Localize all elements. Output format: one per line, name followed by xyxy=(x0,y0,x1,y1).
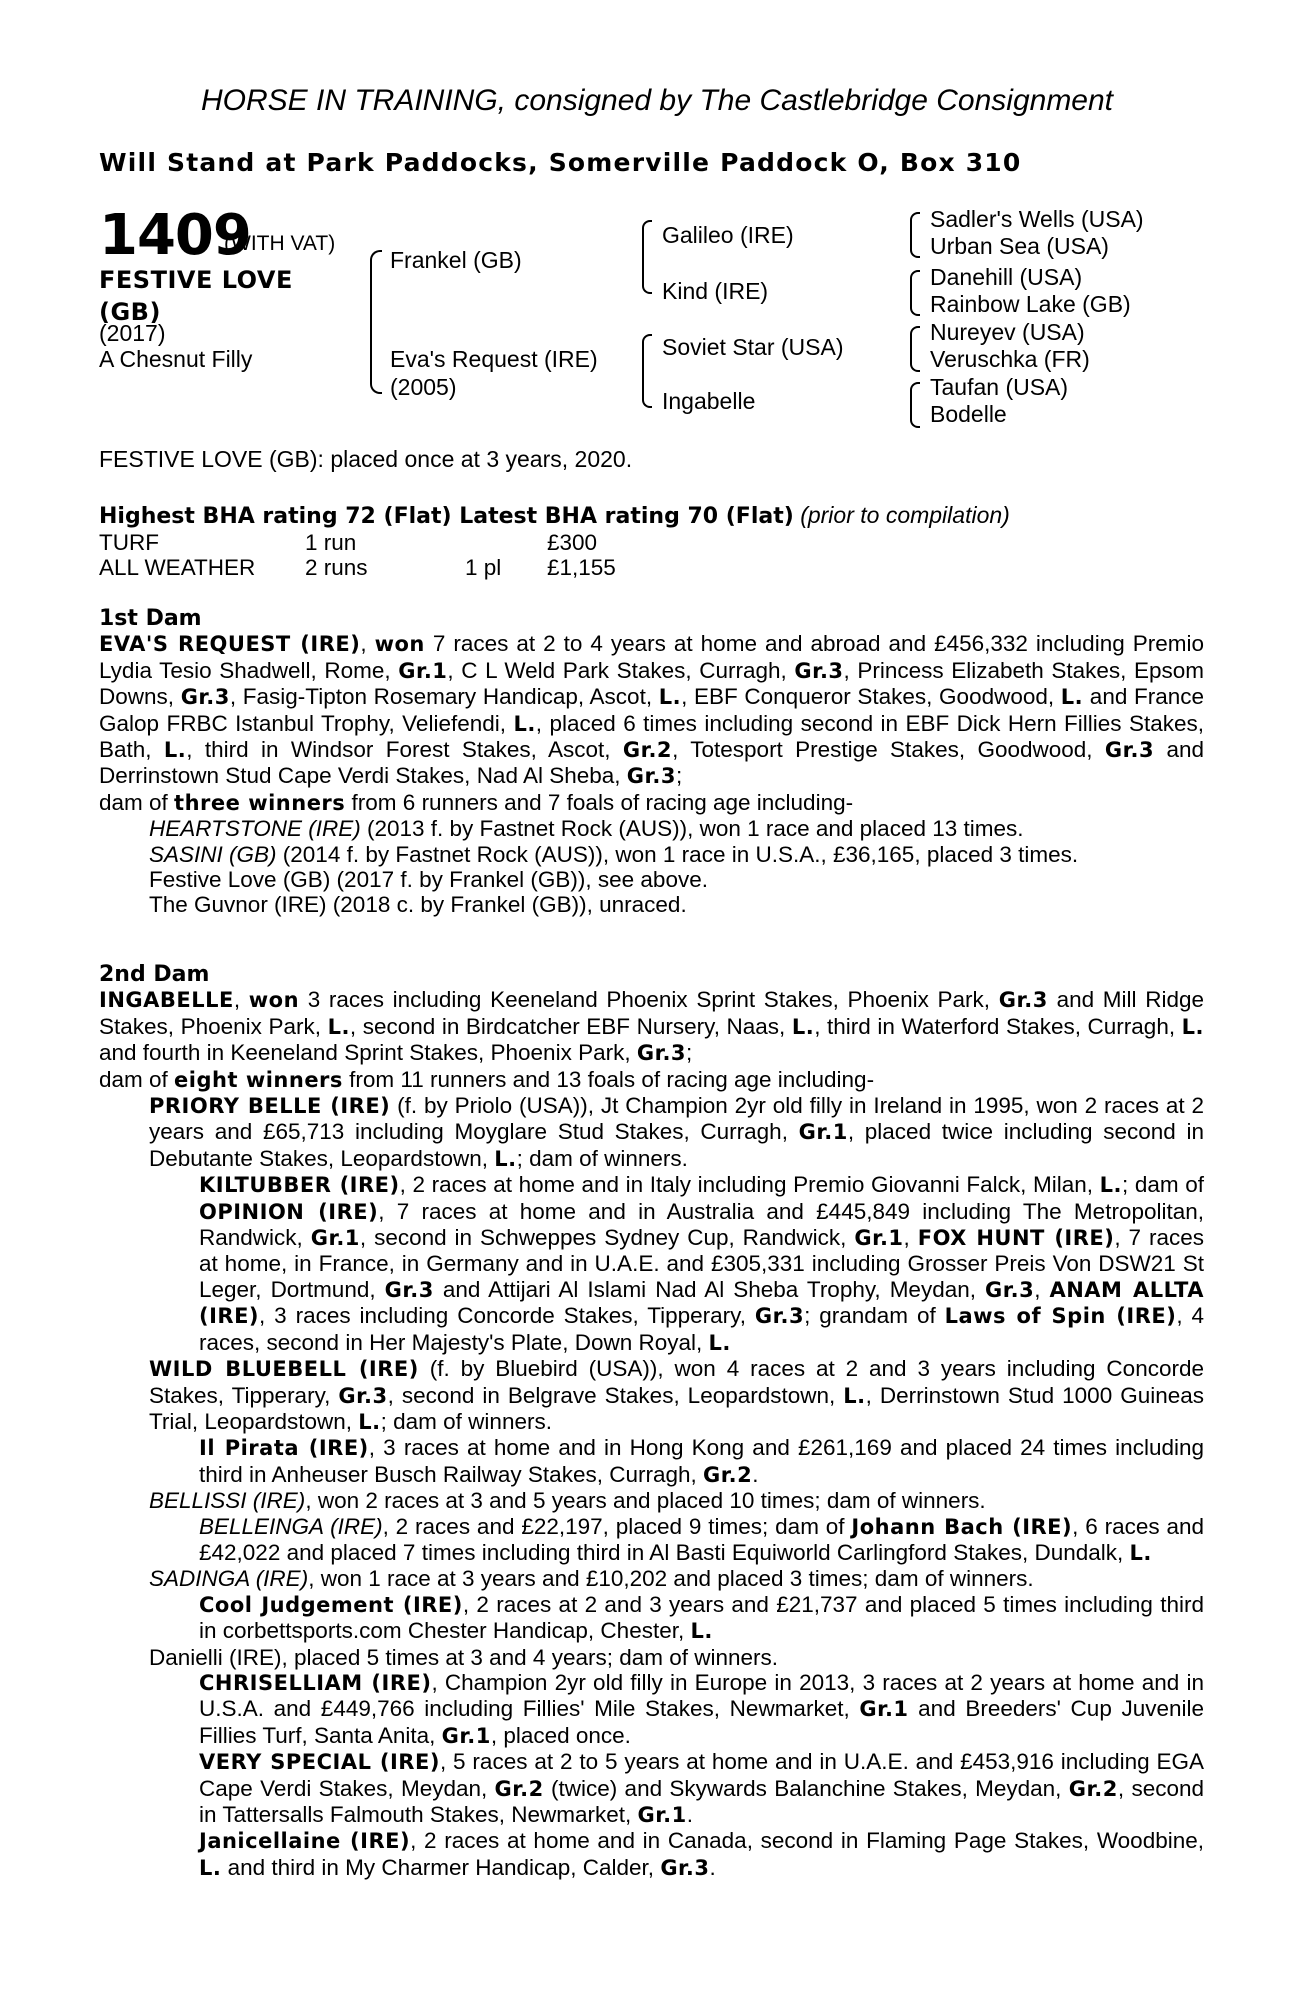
earnings-cell: £1,155 xyxy=(547,555,616,580)
bold-text-run: L. xyxy=(708,1330,731,1355)
runs-cell: 1 run xyxy=(305,530,357,555)
text-run: . xyxy=(709,1854,716,1880)
text-run: , placed once. xyxy=(490,1722,631,1748)
bold-text-run: eight winners xyxy=(174,1067,343,1092)
pedigree-brace-sire xyxy=(642,220,652,294)
text-run: ; xyxy=(676,763,683,789)
text-run: (2014 f. by Fastnet Rock (AUS)), won 1 race in U.S.A., £36,165, placed 3 times. xyxy=(276,841,1079,867)
pedigree-ssd: Urban Sea (USA) xyxy=(930,233,1109,259)
text-run: (twice) and Skywards Balanchine Stakes, Meydan, xyxy=(543,1775,1069,1801)
bold-text-run: Gr.3 xyxy=(794,658,844,683)
bold-text-run: Johann Bach (IRE) xyxy=(851,1514,1073,1539)
bold-text-run: L. xyxy=(199,1855,222,1880)
foaling-year: (2017) xyxy=(99,320,166,346)
text-run: , 7 races at home and in Australia and £445,849 including The Metropolitan, Randwick, xyxy=(199,1198,1205,1251)
text-run: , C L Weld Park Stakes, Curragh, xyxy=(447,657,795,683)
bold-text-run: L. xyxy=(1060,685,1084,710)
first-dam-heading: 1st Dam xyxy=(99,606,202,631)
text-run: dam of xyxy=(99,789,175,815)
bold-text-run: Cool Judgement (IRE) xyxy=(199,1592,463,1617)
text-run: , 7 races at home, in France, in Germany and in U.A.E. and £305,331 including Grosser Preis Von DSW21 St Leger, Dortmund, xyxy=(199,1225,1204,1302)
ratings-line xyxy=(99,502,1010,529)
pedigree-sdd: Rainbow Lake (GB) xyxy=(930,291,1131,317)
bold-text-run: Gr.1 xyxy=(398,658,448,683)
bold-text-run: KILTUBBER (IRE) xyxy=(199,1173,400,1198)
foal-entry xyxy=(99,816,1204,841)
foal-entry: Festive Love (GB) (2017 f. by Frankel (GB)), see above. xyxy=(149,867,708,893)
bold-text-run: VERY SPECIAL (IRE) xyxy=(199,1750,440,1775)
bold-text-run: Gr.3 xyxy=(636,1041,687,1066)
bold-text-run: Gr.1 xyxy=(441,1723,491,1748)
bold-text-run: Gr.3 xyxy=(180,685,230,710)
bold-text-run: L. xyxy=(358,1409,381,1434)
race-summary: FESTIVE LOVE (GB): placed once at 3 years, 2020. xyxy=(99,446,633,472)
foal-entry xyxy=(99,842,1204,867)
pedigree-ds: Soviet Star (USA) xyxy=(662,334,844,360)
second-dam-record: INGABELLE, won 3 races including Keeneland Phoenix Sprint Stakes, Phoenix Park, Gr.3 and Mill Ridge Stakes, Phoenix Park, L., second in Birdcatcher EBF Nursery, Naas, L., third in Waterford Stakes, Curragh, L. and fourth in Keeneland Sprint Stakes, Phoenix Park, Gr.3; xyxy=(99,987,1205,1066)
bold-text-run: Gr.3 xyxy=(1104,738,1155,763)
text-run: and Derrinstown Stud Cape Verdi Stakes, Nad Al Sheba, xyxy=(99,737,1204,789)
bold-text-run: three winners xyxy=(174,790,346,815)
bold-text-run: won xyxy=(248,988,300,1013)
text-run: , 4 races, second in Her Majesty's Plate, Down Royal, xyxy=(199,1303,1204,1355)
text-run: 3 races including Keeneland Phoenix Sprint Stakes, Phoenix Park, xyxy=(299,987,999,1013)
ratings-note: (prior to compilation) xyxy=(800,502,1010,528)
surface-cell: ALL WEATHER xyxy=(99,555,256,580)
bold-text-run: L. xyxy=(791,1014,815,1039)
text-run: , second in Birdcatcher EBF Nursery, Naas, xyxy=(349,1013,792,1039)
pedigree-sds: Danehill (USA) xyxy=(930,264,1083,290)
pedigree-dds: Taufan (USA) xyxy=(930,374,1069,400)
bold-text-run: L. xyxy=(1099,1173,1122,1198)
pedigree-dd: Ingabelle xyxy=(662,388,756,414)
bold-text-run: Gr.1 xyxy=(637,1803,687,1827)
bold-text-run: L. xyxy=(843,1383,866,1408)
text-run: , 2 races and £22,197, placed 9 times; dam of xyxy=(382,1513,852,1539)
pedigree-brace-dam xyxy=(642,334,652,408)
text-run: , Princess Elizabeth Stakes, Epsom Downs, xyxy=(99,657,1205,710)
pedigree-brace-3a xyxy=(910,212,920,258)
runs-cell: 2 runs xyxy=(305,555,368,580)
bold-text-run: Gr.2 xyxy=(494,1776,544,1801)
earnings-cell: £300 xyxy=(547,530,598,555)
text-run: , won 2 races at 3 and 5 years and placed 10 times; dam of winners. xyxy=(305,1488,986,1514)
text-run: and Attijari Al Islami Nad Al Sheba Trophy, Meydan, xyxy=(433,1276,985,1302)
first-dam-produce xyxy=(99,790,1204,816)
bold-text-run: L. xyxy=(163,738,187,763)
produce-entry xyxy=(99,1488,1204,1513)
text-run: , 2 races at 2 and 3 years and £21,737 and placed 5 times including third in corbettsports.com Chester Handicap, Chester, xyxy=(199,1591,1204,1644)
bold-text-run: Gr.3 xyxy=(338,1383,388,1408)
placed-cell: 1 pl xyxy=(465,555,502,580)
pedigree-brace-3c xyxy=(910,326,920,372)
pedigree-ss: Galileo (IRE) xyxy=(662,222,794,248)
earnings-row xyxy=(99,555,616,580)
produce-entry xyxy=(99,1566,1204,1591)
stand-location: Will Stand at Park Paddocks, Somerville Paddock O, Box 310 xyxy=(99,148,1022,177)
bold-text-run: L. xyxy=(690,1619,713,1644)
horse-description: A Chesnut Filly xyxy=(99,346,253,372)
first-dam-section xyxy=(99,606,1204,918)
bold-text-run: Il Pirata (IRE) xyxy=(199,1436,369,1461)
text-run: and Mill Ridge Stakes, Phoenix Park, xyxy=(99,987,1204,1039)
bold-text-run: PRIORY BELLE (IRE) xyxy=(149,1094,391,1119)
bold-text-run: Gr.3 xyxy=(626,764,676,789)
bold-text-run: ANAM ALLTA (IRE) xyxy=(199,1277,1204,1329)
earnings-table xyxy=(99,530,616,580)
bold-text-run: Gr.3 xyxy=(660,1855,710,1880)
text-run: , 3 races at home and in Hong Kong and £261,169 and placed 24 times including third in Anheuser Busch Railway Stakes, Curragh, xyxy=(199,1435,1204,1487)
pedigree-brace-3b xyxy=(910,270,920,316)
text-run: , Fasig-Tipton Rosemary Handicap, Ascot, xyxy=(229,684,659,710)
text-run: , third in Windsor Forest Stakes, Ascot, xyxy=(186,737,623,763)
produce-entry xyxy=(99,1670,1204,1749)
text-run: ; grandam of xyxy=(804,1303,945,1329)
italic-text-run: BELLEINGA (IRE) xyxy=(199,1513,383,1539)
bold-text-run: Gr.1 xyxy=(854,1226,904,1251)
text-run: from 6 runners and 7 foals of racing age including- xyxy=(345,789,854,815)
text-run: , 2 races at home and in Italy including Premio Giovanni Falck, Milan, xyxy=(399,1172,1100,1198)
text-run: , 2 races at home and in Canada, second in Flaming Page Stakes, Woodbine, xyxy=(410,1828,1204,1854)
vat-note: (WITH VAT) xyxy=(224,232,336,255)
text-run: . xyxy=(752,1461,759,1487)
bold-text-run: INGABELLE xyxy=(99,988,234,1013)
text-run: , 3 races including Concorde Stakes, Tipperary, xyxy=(259,1303,755,1329)
text-run: , Totesport Prestige Stakes, Goodwood, xyxy=(672,737,1105,763)
text-run: , second in Belgrave Stakes, Leopardstown, xyxy=(387,1382,844,1408)
text-run: , won 1 race at 3 years and £10,202 and placed 3 times; dam of winners. xyxy=(308,1566,1034,1592)
italic-text-run: BELLISSI (IRE) xyxy=(149,1488,306,1514)
text-run: . xyxy=(686,1802,693,1827)
bold-text-run: Gr.2 xyxy=(622,738,673,763)
second-dam-section xyxy=(99,962,1204,1881)
produce-entry xyxy=(99,1356,1204,1435)
pedigree-brace-3d xyxy=(910,382,920,428)
text-run: from 11 runners and 13 foals of racing age including- xyxy=(342,1066,875,1092)
text-run: (f. by Priolo (USA)), Jt Champion 2yr old filly in Ireland in 1995, won 2 races at 2 years and £65,713 including Moyglare Stud Stakes, Curragh, xyxy=(149,1093,1204,1145)
text-run: , EBF Conqueror Stakes, Goodwood, xyxy=(681,684,1061,710)
bold-text-run: CHRISELLIAM (IRE) xyxy=(199,1670,432,1695)
produce-entry xyxy=(99,1514,1204,1567)
bold-text-run: Gr.2 xyxy=(1068,1776,1118,1801)
page-title: HORSE IN TRAINING, consigned by The Castlebridge Consignment xyxy=(200,84,1114,117)
bold-text-run: Gr.1 xyxy=(798,1120,848,1145)
bold-text-run: Gr.1 xyxy=(310,1226,360,1251)
text-run: ; dam of xyxy=(1121,1172,1204,1198)
text-run: , xyxy=(1034,1276,1050,1302)
text-run: ; xyxy=(686,1040,693,1066)
text-run: ; dam of winners. xyxy=(380,1408,552,1434)
bold-text-run: Gr.2 xyxy=(703,1462,753,1487)
text-run: and third in My Charmer Handicap, Calder, xyxy=(221,1854,661,1880)
won-label: won xyxy=(374,632,425,657)
text-run: , 6 races and £42,022 and placed 7 times including third in Al Basti Equiworld Carlingford Stakes, Dundalk, xyxy=(199,1513,1205,1565)
pedigree-brace-main xyxy=(370,250,382,394)
bold-text-run: Janicellaine (IRE) xyxy=(199,1829,411,1854)
bold-text-run: FOX HUNT (IRE) xyxy=(917,1226,1115,1251)
italic-text-run: SASINI (GB) xyxy=(149,841,277,867)
second-dam-produce xyxy=(99,1067,1204,1093)
text-run: , placed 6 times including second in EBF Dick Hern Fillies Stakes, Bath, xyxy=(99,710,1204,763)
horse-name-line1: FESTIVE LOVE xyxy=(99,266,293,294)
pedigree-dss: Nureyev (USA) xyxy=(930,319,1085,345)
bold-text-run: Gr.3 xyxy=(985,1277,1035,1302)
pedigree-dam: Eva's Request (IRE) xyxy=(390,346,598,372)
pedigree-sd: Kind (IRE) xyxy=(662,278,769,304)
horse-name-line2: (GB) xyxy=(99,298,161,326)
second-dam-heading: 2nd Dam xyxy=(99,962,210,987)
bold-text-run: Gr.3 xyxy=(998,988,1048,1013)
bold-text-run: L. xyxy=(658,685,682,710)
dam-name: EVA'S REQUEST (IRE) xyxy=(99,632,361,657)
text-run: (2013 f. by Fastnet Rock (AUS)), won 1 race and placed 13 times. xyxy=(360,816,1024,842)
text-run: , placed twice including second in Debutante Stakes, Leopardstown, xyxy=(149,1119,1204,1171)
pedigree-sss: Sadler's Wells (USA) xyxy=(930,206,1144,232)
italic-text-run: SADINGA (IRE) xyxy=(149,1566,309,1592)
bold-text-run: L. xyxy=(513,711,536,736)
bold-text-run: Laws of Spin (IRE) xyxy=(944,1304,1177,1329)
pedigree-dam-year: (2005) xyxy=(390,374,457,400)
text-run: , second in Schweppes Sydney Cup, Randwick, xyxy=(359,1225,855,1251)
bold-text-run: L. xyxy=(1129,1540,1152,1565)
text-run: , second in Tattersalls Falmouth Stakes, Newmarket, xyxy=(199,1775,1204,1827)
produce-entry xyxy=(99,1435,1204,1488)
bold-text-run: L. xyxy=(327,1014,350,1039)
foal-entry: The Guvnor (IRE) (2018 c. by Frankel (GB)), unraced. xyxy=(149,892,687,918)
produce-entry xyxy=(99,1828,1204,1881)
pedigree-sire: Frankel (GB) xyxy=(390,247,522,273)
bold-text-run: WILD BLUEBELL (IRE) xyxy=(149,1357,419,1382)
bold-text-run: L. xyxy=(494,1146,517,1171)
pedigree-dsd: Veruschka (FR) xyxy=(930,346,1090,372)
text-run: 7 races at 2 to 4 years at home and abroad and £456,332 including Premio Lydia Tesio Shadwell, Rome, xyxy=(99,631,1204,683)
lot-number: 1409 xyxy=(99,203,251,268)
produce-entry xyxy=(99,1172,1204,1356)
produce-entry: Danielli (IRE), placed 5 times at 3 and 4 years; dam of winners. xyxy=(149,1644,779,1670)
text-run: ; dam of winners. xyxy=(516,1145,688,1171)
text-run: , third in Waterford Stakes, Curragh, xyxy=(814,1013,1182,1039)
surface-cell: TURF xyxy=(99,530,159,555)
produce-entry xyxy=(99,1749,1204,1828)
text-run: , 5 races at 2 to 5 years at home and in U.A.E. and £453,916 including EGA Cape Verdi Stakes, Meydan, xyxy=(199,1749,1204,1801)
text-run: , xyxy=(903,1225,918,1251)
text-run: (f. by Bluebird (USA)), won 4 races at 2 and 3 years including Concorde Stakes, Tipperary, xyxy=(149,1356,1204,1408)
text-run: and fourth in Keeneland Sprint Stakes, Phoenix Park, xyxy=(99,1040,637,1066)
italic-text-run: HEARTSTONE (IRE) xyxy=(149,816,361,842)
bold-text-run: OPINION (IRE) xyxy=(199,1199,379,1224)
produce-entry xyxy=(99,1592,1204,1645)
bold-text-run: Gr.3 xyxy=(754,1304,805,1329)
ratings-text: Highest BHA rating 72 (Flat) Latest BHA rating 70 (Flat) xyxy=(99,504,794,529)
text-run: , Derrinstown Stud 1000 Guineas Trial, Leopardstown, xyxy=(149,1382,1204,1434)
horse-name xyxy=(99,264,293,328)
produce-entry xyxy=(99,1093,1204,1172)
bold-text-run: L. xyxy=(1181,1014,1205,1039)
pedigree-ddd: Bodelle xyxy=(930,401,1007,427)
earnings-row xyxy=(99,530,616,555)
text-run: and Breeders' Cup Juvenile Fillies Turf, Santa Anita, xyxy=(199,1696,1205,1748)
bold-text-run: Gr.3 xyxy=(384,1277,434,1302)
first-dam-record: EVA'S REQUEST (IRE), won 7 races at 2 to 4 years at home and abroad and £456,332 including Premio Lydia Tesio Shadwell, Rome, Gr.1, C L Weld Park Stakes, Curragh, Gr.3, Princess Elizabeth Stakes, Epsom Downs, Gr.3, Fasig-Tipton Rosemary Handicap, Ascot, L., EBF Conqueror Stakes, Goodwood, L. and France Galop FRBC Istanbul Trophy, Veliefendi, L., placed 6 times including second in EBF Dick Hern Fillies Stakes, Bath, L., third in Windsor Forest Stakes, Ascot, Gr.2, Totesport Prestige Stakes, Goodwood, Gr.3 and Derrinstown Stud Cape Verdi Stakes, Nad Al Sheba, Gr.3; xyxy=(99,631,1205,789)
bold-text-run: Gr.1 xyxy=(859,1697,909,1722)
text-run: , Champion 2yr old filly in Europe in 2013, 3 races at 2 years at home and in U.S.A. and £449,766 including Fillies' Mile Stakes, Newmarket, xyxy=(199,1669,1204,1722)
text-run: and France Galop FRBC Istanbul Trophy, Veliefendi, xyxy=(99,684,1205,736)
text-run: dam of xyxy=(99,1066,175,1092)
